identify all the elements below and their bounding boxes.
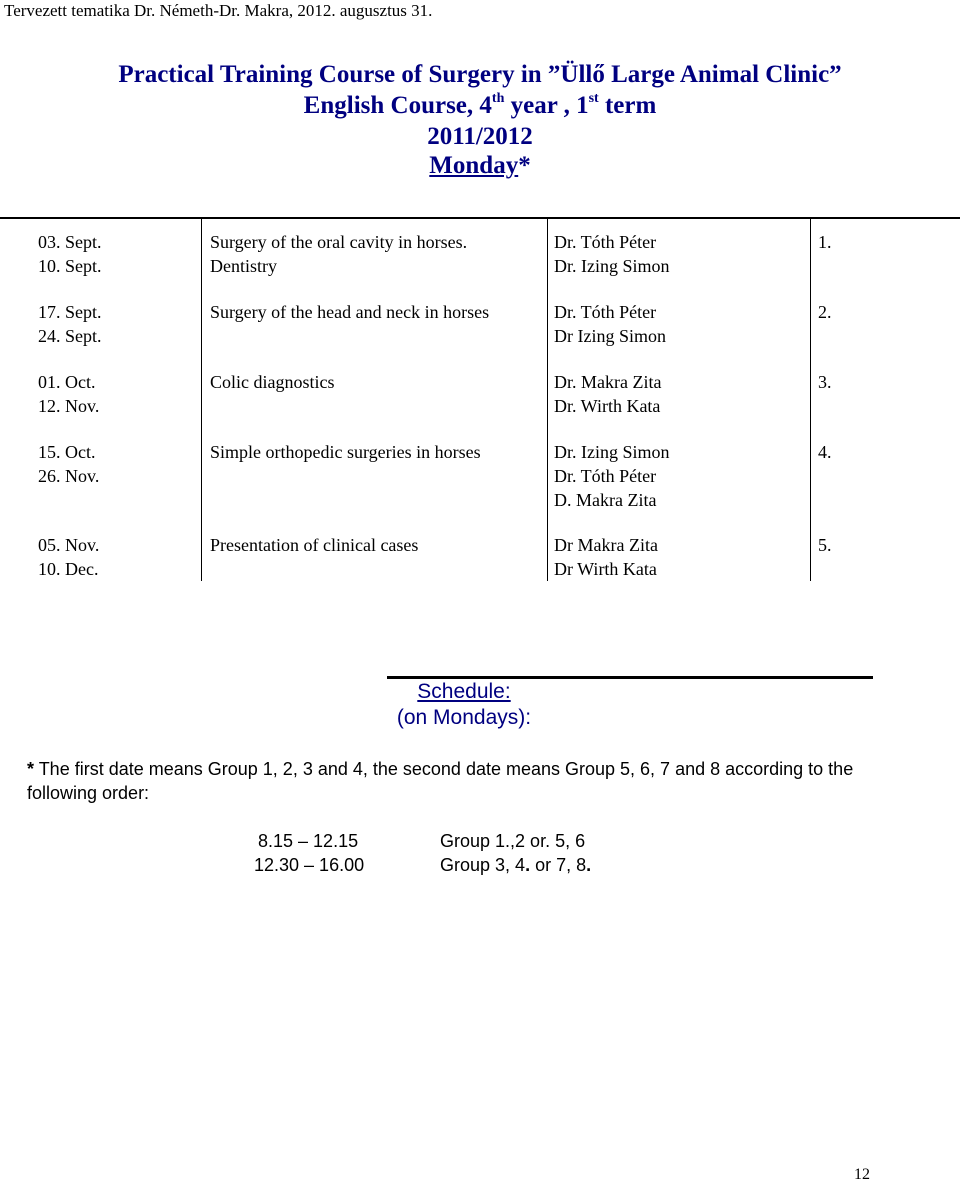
row-number: 3.: [818, 372, 832, 392]
row-teachers: Dr Makra Zita Dr Wirth Kata: [554, 535, 658, 579]
row-number: 4.: [818, 442, 832, 462]
row-topic: Surgery of the head and neck in horses: [210, 302, 490, 322]
row-teachers: Dr. Tóth Péter Dr. Izing Simon: [554, 232, 670, 276]
row-dates: 15. Oct. 26. Nov.: [38, 442, 100, 486]
table-top-border: [0, 217, 960, 219]
row-dates: 03. Sept. 10. Sept.: [38, 232, 102, 276]
group-assignment: Group 3, 4. or 7, 8.: [440, 855, 592, 875]
row-topic: Simple orthopedic surgeries in horses: [210, 442, 481, 462]
section-divider: [387, 676, 873, 679]
row-number: 1.: [818, 232, 832, 252]
document-header-note: Tervezett tematika Dr. Németh-Dr. Makra, 2012. augusztus 31.: [4, 1, 433, 20]
time-slot: 12.30 – 16.00: [254, 855, 365, 875]
page-number: 12: [854, 1166, 870, 1183]
time-slot: 8.15 – 12.15: [258, 831, 359, 851]
row-number: 2.: [818, 302, 832, 322]
schedule-subtitle: (on Mondays):: [396, 706, 532, 729]
row-teachers: Dr. Makra Zita Dr. Wirth Kata: [554, 372, 662, 416]
row-teachers: Dr. Izing Simon Dr. Tóth Péter D. Makra Zita: [554, 442, 670, 510]
course-title: Practical Training Course of Surgery in ”Üllő Large Animal Clinic”: [118, 61, 842, 88]
schedule-title: Schedule:: [417, 680, 511, 703]
row-number: 5.: [818, 535, 832, 555]
row-topic: Surgery of the oral cavity in horses. Dentistry: [210, 232, 468, 276]
row-dates: 05. Nov. 10. Dec.: [38, 535, 100, 579]
row-dates: 01. Oct. 12. Nov.: [38, 372, 100, 416]
row-dates: 17. Sept. 24. Sept.: [38, 302, 102, 346]
course-subtitle: English Course, 4th year , 1st term: [303, 90, 657, 119]
table-column-divider: [547, 219, 548, 581]
row-topic: Presentation of clinical cases: [210, 535, 419, 555]
table-column-divider: [201, 219, 202, 581]
schedule-note: * The first date means Group 1, 2, 3 and 4, the second date means Group 5, 6, 7 and 8 according to the following order:: [27, 759, 854, 803]
academic-year: 2011/2012: [427, 123, 533, 150]
row-teachers: Dr. Tóth Péter Dr Izing Simon: [554, 302, 666, 346]
group-assignment: Group 1.,2 or. 5, 6: [440, 831, 586, 851]
row-topic: Colic diagnostics: [210, 372, 335, 392]
day-heading: Monday*: [429, 152, 531, 179]
table-column-divider: [810, 219, 811, 581]
